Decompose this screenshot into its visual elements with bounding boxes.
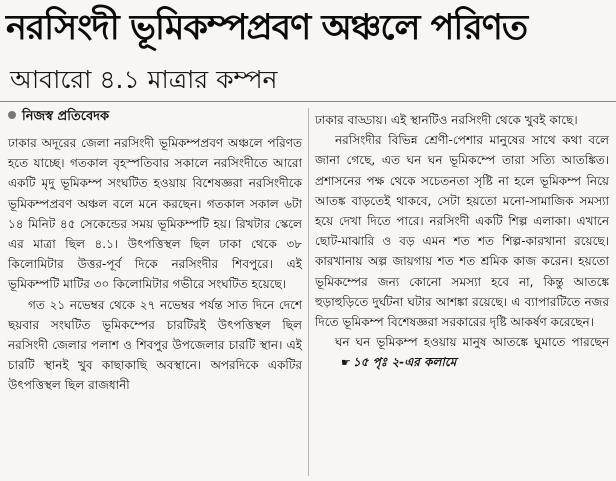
column-divider bbox=[308, 108, 309, 476]
continued-note: ১৫ পৃঃ ২-এর কলামে bbox=[352, 355, 457, 370]
bullet-icon bbox=[8, 111, 16, 119]
paragraph: নরসিংদীর বিভিন্ন শ্রেণী-পেশার মানুষের সাথে কথা বলে জানা গেছে, এত ঘন ঘন ভূমিকম্পে তারা সত্যি আতঙ্কিত। প্রশাসনের পক্ষ থেকে সচেতনতা সৃষ্টি না হলে ভূমিকম্প নিয়ে আতঙ্ক বাড়তেই থাকবে, সেটা হয়তো মনো-সামাজিক সমস্যা হয়ে দেখা দিতে পারে। নরসিংদী একটি শিল্প এলাকা। এখানে ছোট-মাঝারি ও বড় এমন শত শত শিল্প-কারখানা রয়েছে। কারখানায় অল্প জায়গায় শত শত শ্রমিক কাজ করেন। হয়তো ভূমিকম্পের জন্য কোনো সমস্যা হবে না, কিন্তু আতঙ্কে হুড়াহুড়িতে দুর্ঘটনা ঘটার আশঙ্কা রয়েছে। এ ব্যাপারটিতে নজর দিতে ভূমিকম্প বিশেষজ্ঞরা সরকারের দৃষ্টি আকর্ষণ করেছেন। bbox=[315, 133, 609, 330]
paragraph: ঢাকার অদূরের জেলা নরসিংদী ভূমিকম্পপ্রবণ অঞ্চলে পরিণত হতে যাচ্ছে। গতকাল বৃহস্পতিবার সকালে নরসিংদীতে আরো একটি মৃদু ভূমিকম্প সংঘটিত হওয়ায় বিশেষজ্ঞরা নরসিংদীকে ভূমিকম্পপ্রবণ অঞ্চল বলে মনে করছেন। গতকাল সকাল ৬টা ১৪ মিনিট ৪৫ সেকেন্ডের সময় ভূমিকম্পটি হয়। রিখটার স্কেলে এর মাত্রা ছিল ৪.১। উৎপত্তিস্থল ছিল ঢাকা থেকে ৩৮ কিলোমিটার উত্তর-পূর্ব দিকে নরসিংদীর শিবপুরে। এই ভূমিকম্পটি মাটির ৩০ কিলোমিটার গভীরে সংঘটিত হয়েছে। bbox=[8, 136, 302, 292]
paragraph: গত ২১ নভেম্বর থেকে ২৭ নভেম্বর পর্যন্ত সাত দিনে দেশে ছয়বার সংঘটিত ভূমিকম্পের চারটিরই উৎপত্তিস্থল ছিল নরসিংদী জেলার পলাশ ও শিবপুর উপজেলার চারটি স্থান। এই চারটি স্থানই খুব কাছাকাছি অবস্থানে। অপরদিকে একটির উৎপত্তিস্থল ছিল রাজধানী bbox=[8, 297, 302, 393]
paragraph-text: ঘন ঘন ভূমিকম্প হওয়ায় মানুষ আতঙ্কে ঘুমাতে পারছেন bbox=[335, 335, 609, 350]
byline bbox=[8, 105, 109, 129]
header-divider bbox=[0, 101, 616, 102]
paragraph-final bbox=[315, 332, 609, 373]
subheadline: আবারো ৪.১ মাত্রার কম্পন bbox=[10, 65, 278, 94]
headline: নরসিংদী ভূমিকম্পপ্রবণ অঞ্চলে পরিণত bbox=[6, 8, 528, 48]
left-column bbox=[8, 133, 302, 396]
pointing-hand-icon: ☛ bbox=[341, 356, 351, 370]
paragraph: ঢাকার বাড্ডায়। এই স্থানটিও নরসিংদী থেকে খুবই কাছে। bbox=[315, 113, 578, 127]
byline-text: নিজস্ব প্রতিবেদক bbox=[22, 109, 110, 124]
right-column bbox=[315, 110, 609, 374]
